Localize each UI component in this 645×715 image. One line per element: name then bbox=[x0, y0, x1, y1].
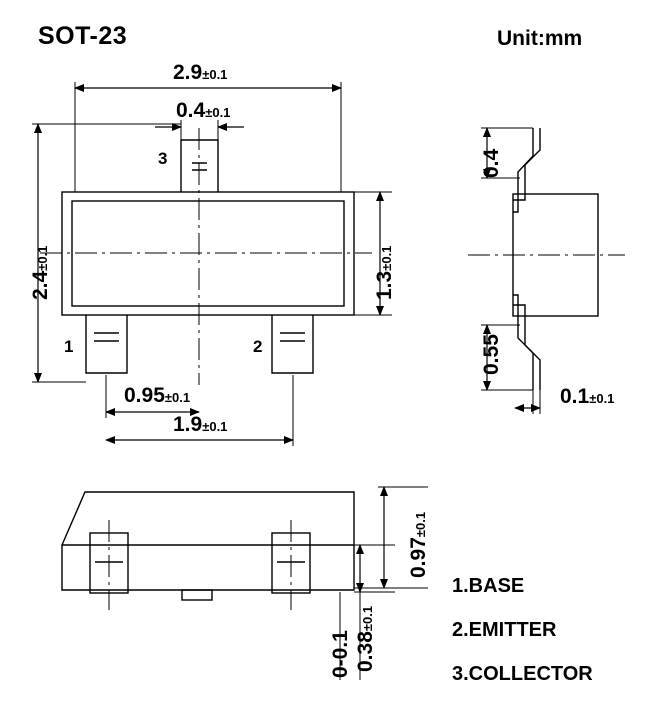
package-title: SOT-23 bbox=[38, 22, 128, 50]
dim-pitch-half: 0.95±0.1 bbox=[124, 384, 191, 407]
dim-top-lead: 0.4 bbox=[480, 148, 503, 178]
dim-standoff: 0.55 bbox=[480, 334, 503, 375]
dim-pad-size: 0.97±0.1 bbox=[407, 511, 430, 578]
pin-label-3: 3 bbox=[158, 149, 168, 168]
dim-pitch-full: 1.9±0.1 bbox=[173, 413, 228, 436]
front-view-centerline bbox=[40, 128, 372, 385]
dim-body-height: 1.3±0.1 bbox=[373, 245, 396, 300]
dim-overall-width: 2.9±0.1 bbox=[173, 61, 228, 84]
pin-label-1: 1 bbox=[64, 337, 74, 356]
dim-lead-thickness: 0.1±0.1 bbox=[560, 385, 615, 408]
front-view-dimensions bbox=[29, 82, 392, 446]
bottom-view-body bbox=[62, 492, 354, 600]
unit-label: Unit:mm bbox=[497, 27, 583, 50]
dim-lead-length: 0.38±0.1 bbox=[354, 605, 377, 672]
side-view-body bbox=[513, 128, 598, 390]
dim-overall-height: 2.4±0.1 bbox=[29, 245, 52, 300]
legend-item-emitter: 2.EMITTER bbox=[452, 619, 557, 641]
legend-item-base: 1.BASE bbox=[452, 575, 525, 597]
front-view-body bbox=[62, 140, 354, 373]
legend-item-collector: 3.COLLECTOR bbox=[452, 663, 593, 685]
pin-label-2: 2 bbox=[253, 337, 263, 356]
dim-standoff-range: 0-0.1 bbox=[329, 630, 352, 678]
bottom-view-centerline bbox=[109, 520, 291, 610]
dim-lead-width-top: 0.4±0.1 bbox=[176, 99, 231, 122]
